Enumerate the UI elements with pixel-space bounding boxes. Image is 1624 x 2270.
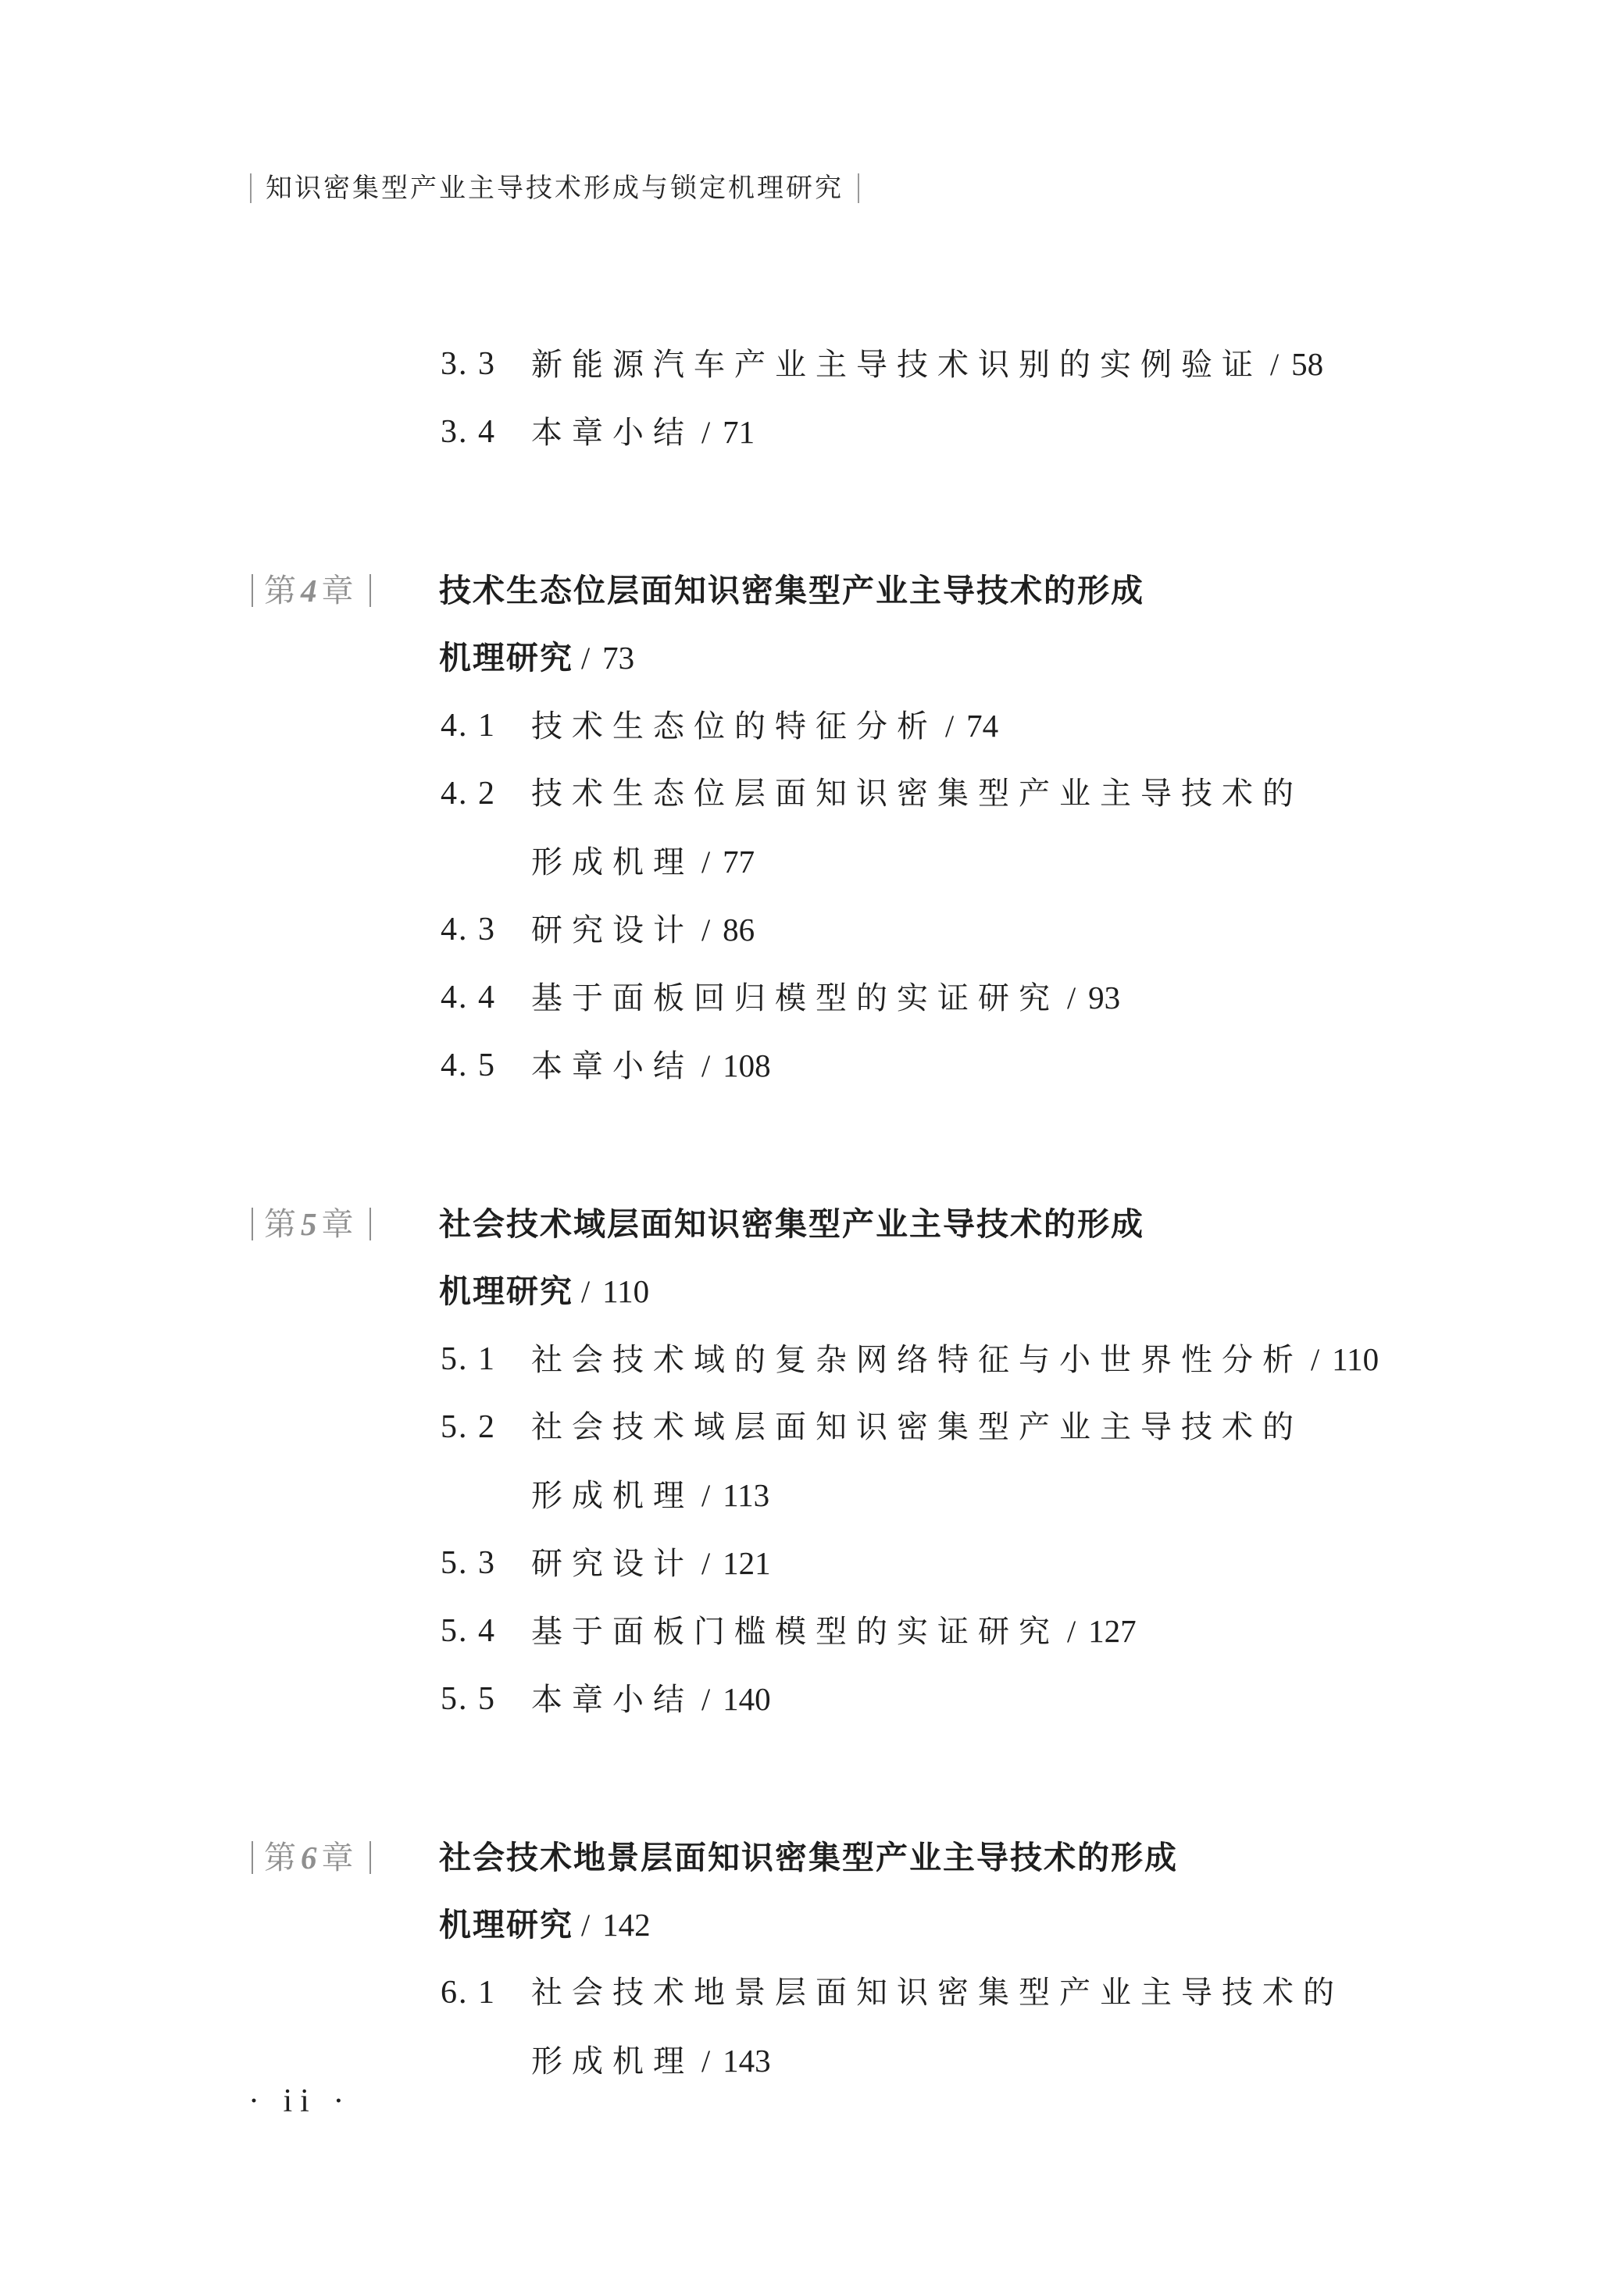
page-separator: / [701,1682,711,1717]
chapter-number: 6 [301,1840,322,1876]
chapter-title: 技术生态位层面知识密集型产业主导技术的形成 [439,572,1144,609]
chapter-label-rule [252,574,253,607]
section-title-cont: 形成机理 [531,2043,694,2079]
section-title-text: 新能源汽车产业主导技术识别的实例验证 [531,347,1262,383]
page-separator: / [701,415,711,450]
section-number: 5. 1 [441,1341,496,1377]
section-title [531,1541,771,1586]
section-title-text: 社会技术域的复杂网络特征与小世界性分析 [531,1342,1303,1378]
page-ref: 71 [723,414,755,450]
page-separator: / [701,2043,711,2079]
section-number: 3. 3 [441,346,496,382]
chapter-title-cont-text: 机理研究 [439,1906,573,1943]
page-separator: / [701,844,711,880]
section-title [531,704,998,748]
section-title-text: 社会技术地景层面知识密集型产业主导技术的 [531,1975,1344,2011]
section-title [531,1405,1303,1449]
chapter-label-rule [369,574,371,607]
section-title [531,976,1120,1020]
section-title-text: 社会技术域层面知识密集型产业主导技术的 [531,1409,1303,1445]
page-separator: / [1270,347,1280,382]
chapter-label-rule [252,1208,253,1240]
section-number: 5. 3 [441,1545,496,1581]
section-number: 4. 4 [441,980,496,1015]
chapter-label-text [264,1202,359,1246]
page-ref: 110 [602,1273,650,1309]
chapter-label-suffix: 章 [321,1205,359,1243]
section-title [531,410,755,455]
chapter-label-text [264,569,359,612]
chapter-label [252,1202,371,1246]
page-separator: / [701,1546,711,1581]
page-ref: 110 [1332,1341,1380,1377]
section-title [531,2039,771,2083]
page-separator: / [1311,1342,1320,1377]
section-title-text: 技术生态位层面知识密集型产业主导技术的 [531,776,1303,812]
section-title-text: 基于面板门槛模型的实证研究 [531,1614,1059,1650]
chapter-label-prefix: 第 [264,572,301,609]
section-title-text: 本章小结 [531,415,694,451]
section-number: 5. 5 [441,1681,496,1717]
page-ref: 86 [723,912,755,948]
chapter-title: 社会技术地景层面知识密集型产业主导技术的形成 [439,1839,1178,1876]
section-title [531,1473,769,1518]
section-number: 6. 1 [441,1975,496,2011]
section-title [531,908,755,952]
page-ref: 113 [723,1477,770,1513]
chapter-label-rule [369,1841,371,1874]
chapter-label [252,569,371,612]
section-title [531,1609,1137,1654]
page-separator: / [701,912,711,948]
page-separator: / [1067,980,1076,1015]
section-title [531,1971,1344,2015]
page-ref: 121 [723,1545,771,1581]
chapter-label-rule [252,1841,253,1874]
page-separator: / [701,1048,711,1083]
section-title-cont: 形成机理 [531,1478,694,1514]
page-ref: 143 [723,2043,771,2079]
book-title: 知识密集型产业主导技术形成与锁定机理研究 [266,173,844,204]
page-separator: / [945,708,955,744]
section-title-text: 技术生态位的特征分析 [531,708,937,744]
chapter-label-prefix: 第 [264,1839,301,1876]
chapter-label-rule [369,1208,371,1240]
section-number: 5. 4 [441,1613,496,1649]
section-title-text: 本章小结 [531,1048,694,1084]
section-number: 4. 5 [441,1048,496,1083]
page-ref: 140 [723,1681,771,1717]
section-title-text: 本章小结 [531,1682,694,1718]
page-ref: 77 [723,844,755,880]
section-title [531,1044,771,1088]
page-separator: / [701,1478,711,1513]
section-title [531,1337,1379,1382]
page-ref: 142 [602,1907,651,1943]
chapter-title-cont-text: 机理研究 [439,639,573,676]
chapter-title-cont-text: 机理研究 [439,1272,573,1310]
section-title [531,342,1323,387]
chapter-title-cont [439,636,634,680]
page-ref: 93 [1088,980,1121,1015]
page-separator: / [581,1274,591,1309]
page-ref: 73 [602,640,635,676]
chapter-number: 4 [301,573,322,609]
page-ref: 108 [723,1048,771,1083]
section-number: 4. 1 [441,708,496,744]
page-separator: / [581,641,591,676]
page-separator: / [1067,1614,1076,1649]
page-ref: 58 [1291,346,1324,382]
section-title-text: 研究设计 [531,1546,694,1582]
page-separator: / [581,1908,591,1943]
chapter-label-prefix: 第 [264,1205,301,1243]
page-ref: 127 [1088,1613,1137,1649]
section-number: 4. 3 [441,912,496,948]
chapter-title-cont [439,1269,649,1314]
section-title [531,840,755,884]
chapter-title-cont [439,1903,651,1947]
section-number: 5. 2 [441,1409,496,1445]
section-title-text: 基于面板回归模型的实证研究 [531,980,1059,1016]
page-number: · ii · [248,2083,352,2119]
chapter-label-suffix: 章 [321,572,359,609]
section-title [531,1677,771,1722]
section-number: 3. 4 [441,414,496,450]
section-number: 4. 2 [441,776,496,812]
section-title-cont: 形成机理 [531,844,694,880]
chapter-title: 社会技术域层面知识密集型产业主导技术的形成 [439,1205,1144,1243]
chapter-number: 5 [301,1206,322,1242]
chapter-label-suffix: 章 [321,1839,359,1876]
section-title [531,772,1303,816]
chapter-label [252,1836,371,1879]
section-title-text: 研究设计 [531,912,694,948]
page-ref: 74 [966,708,999,744]
chapter-label-text [264,1836,359,1879]
